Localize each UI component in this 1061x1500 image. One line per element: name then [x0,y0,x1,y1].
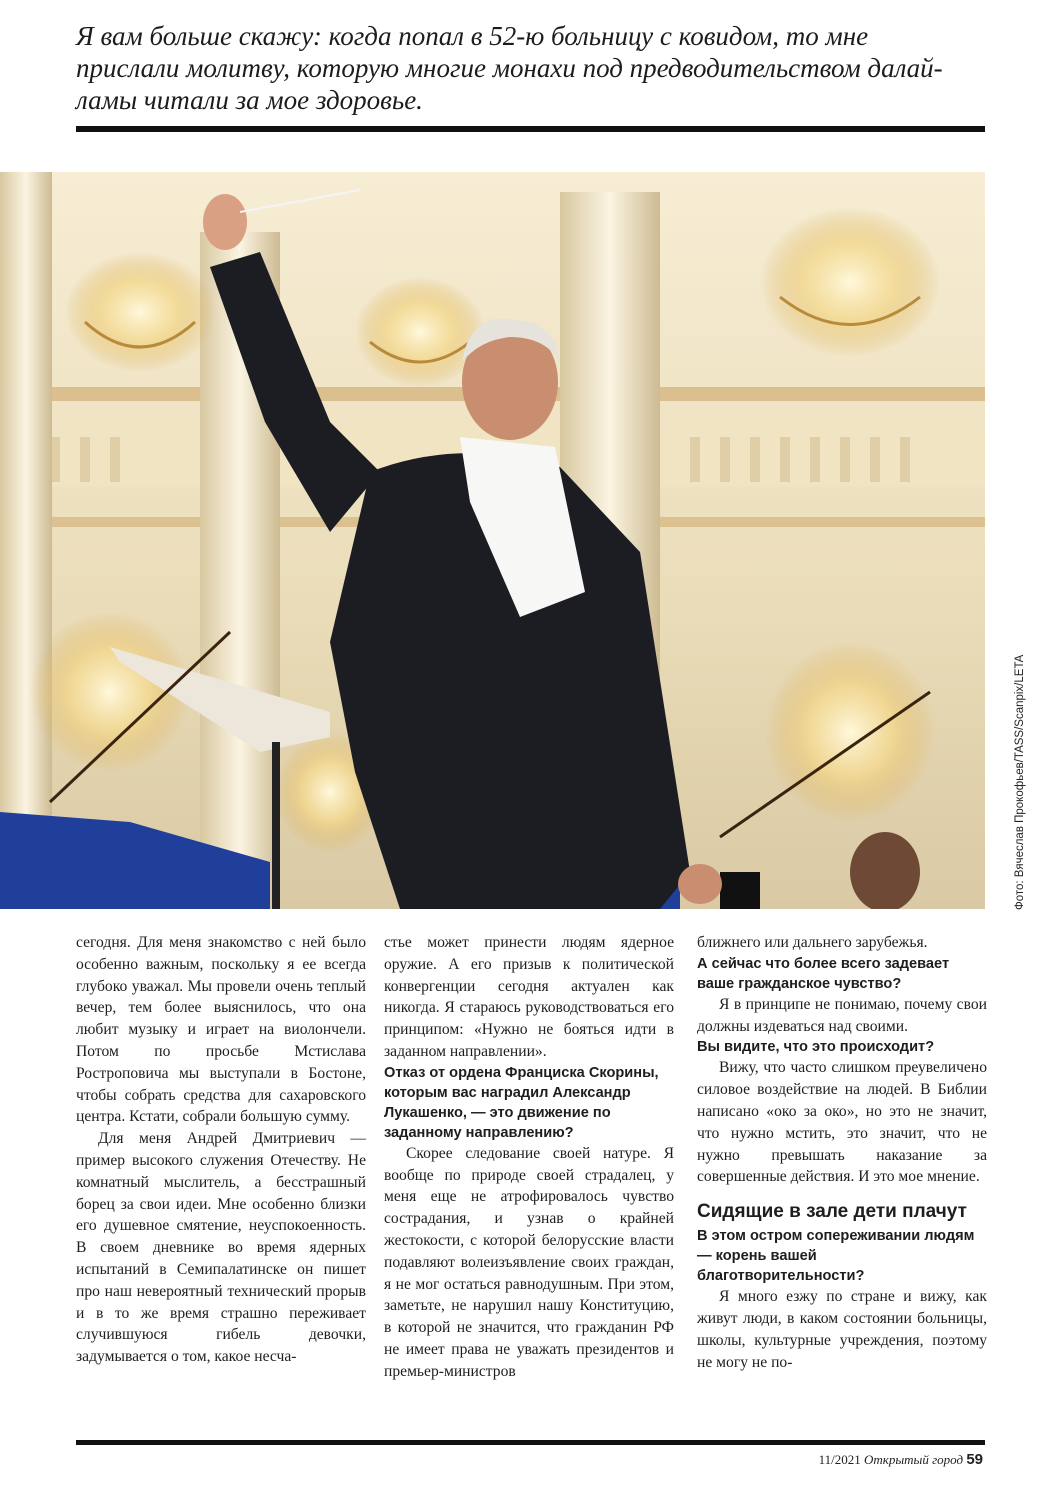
pull-quote: Я вам больше скажу: когда попал в 52-ю больницу с ковидом, то мне прислали молитву, которую многие монахи под предводительством далай-ламы читали за мое здоровье. [76,21,943,115]
page-number: 59 [966,1451,983,1468]
paragraph: Я много езжу по стране и вижу, как живут люди, в каком состоянии больницы, школы, культурные учреждения, поэтому не могу не по- [697,1288,987,1371]
interview-question: В этом остром сопереживании людям — корень вашей благотворительности? [697,1228,975,1285]
paragraph: ближнего или дальнего зарубежья. [697,934,928,951]
paragraph: Вижу, что часто слишком преувеличено силовое воздействие на людей. В Библии написано «око за око», но это не значит, что нужно мстить, это значит, что не нужно превышать наказание за совершенные действия. И это мое мнение. [697,1059,987,1186]
issue-number: 11/2021 [818,1452,861,1467]
conductor-photo [0,172,985,909]
bottom-rule [76,1440,985,1445]
interview-question: Вы видите, что это происходит? [697,1039,935,1056]
page-footer [819,1451,983,1468]
paragraph: стье может принести людям ядерное оружие. А его призыв к политической конвергенции сегодня актуален как никогда. Я стараюсь руководствоваться его принципом: «Нужно не бояться идти в заданном направлении». [384,934,674,1060]
paragraph: сегодня. Для меня знакомство с ней было особенно важным, поскольку я ее всегда глубоко уважал. Мы провели очень теплый вечер, тем более выяснилось, что она любит музыку и играет на виолончели. Потом по просьбе Мстислава Ростроповича мы выступали в Бостоне, чтобы собрать средства для сахаровского центра. Кстати, собрали большую сумму. [76,934,366,1126]
chandelier-left [65,252,215,372]
text-column-3 [697,932,987,1373]
paragraph: Я в принципе не понимаю, почему свои должны издеваться над своими. [697,995,987,1035]
paragraph: Для меня Андрей Дмитриевич — пример высокого служения Отечеству. Не комнатный мыслитель, а бесстрашный борец за свои идеи. Мне особенно близки его душевное смятение, неуспокоенность. В своем дневнике во время ядерных испытаний в Семипалатинске он пишет про наш невероятный технический прорыв и в то же время страшно переживает случившуюся гибель девочки, задумывается о том, какое несча- [76,1130,366,1366]
photo-credit: Фото: Вячеслав Прокофьев/TASS/Scanpix/LETA [1014,654,1026,910]
chandelier-right [760,207,940,357]
paragraph: Скорее следование своей натуре. Я вообще по природе своей страдалец, у меня еще не атрофировалось чувство сострадания, и узнав о крайней жестокости, с которой белорусские власти подавляют волеизъявление своих граждан, я не мог остаться равнодушным. При этом, заметьте, не нарушил нашу Конституцию, в которой не значится, что гражданин РФ не имеет права не уважать президентов и премьер-министров [384,1144,674,1380]
magazine-name: Открытый город [863,1452,964,1467]
interview-question: А сейчас что более всего задевает ваше гражданское чувство? [697,955,950,992]
section-heading: Сидящие в зале дети плачут [697,1201,967,1223]
text-column-1 [76,932,366,1368]
top-rule [76,126,985,132]
text-column-2 [384,932,674,1383]
interview-question: Отказ от ордена Франциска Скорины, которым вас наградил Александр Лукашенко, — это движение по заданному направлению? [384,1064,659,1141]
